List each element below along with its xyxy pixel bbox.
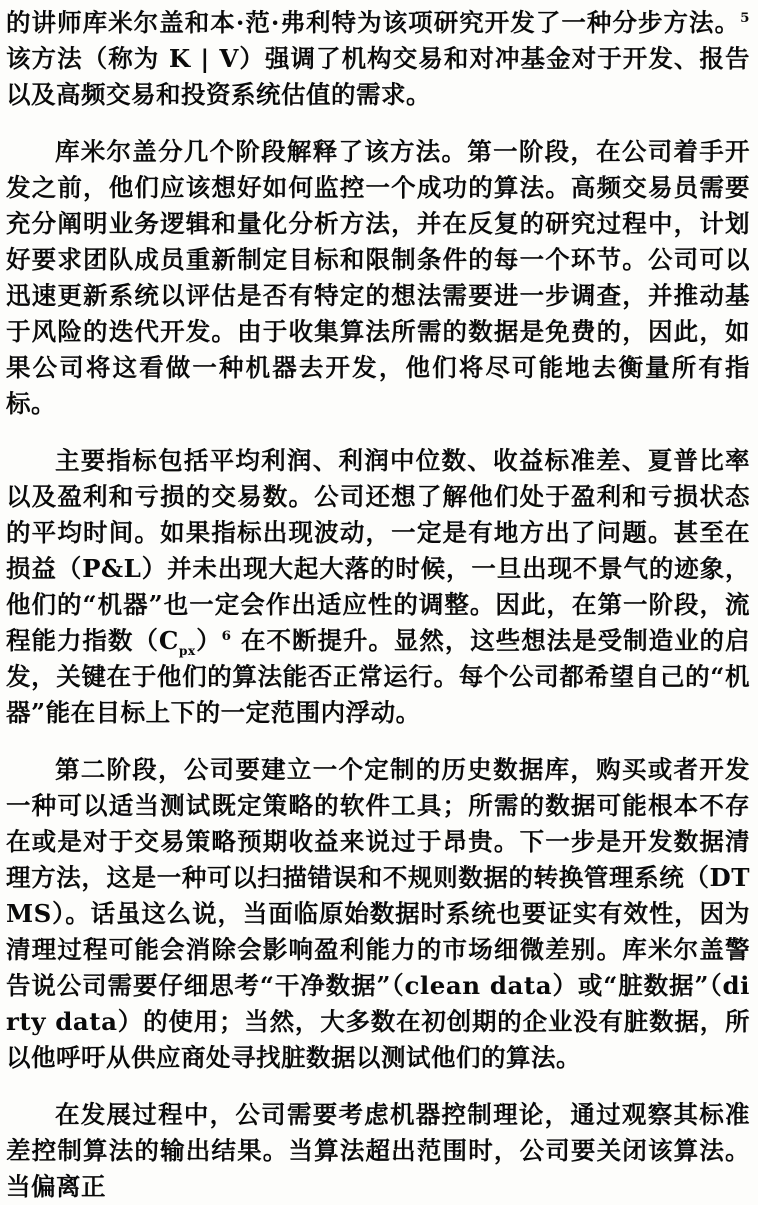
footnote-marker: 5 [740, 9, 750, 26]
paragraph-1 [6, 5, 750, 113]
text-run: 在不断提升。显然，这些想法是受制造业的启发，关键在于他们的算法能否正常运行。每个公司都希望自己的“机器”能在目标上下的一定范围内浮动。 [6, 626, 751, 727]
footnote-marker: 6 [221, 627, 232, 644]
text-run: ） [195, 626, 222, 655]
text-run: 第二阶段，公司要建立一个定制的历史数据库，购买或者开发一种可以适当测试既定策略的软件工具；所需的数据可能根本不存在或是对于交易策略预期收益来说过于昂贵。下一步是开发数据清理方法，这是一种可以扫描错误和不规则数据的转换管理系统（DTMS）。话虽这么说，当面临原始数据时系统也要证实有效性，因为清理过程可能会消除会影响盈利能力的市场细微差别。库米尔盖警告说公司需要仔细思考“干净数据”（clean data）或“脏数据”（dirty data）的使用；当然，大多数在初创期的企业没有脏数据，所以他呼吁从供应商处寻找脏数据以测试他们的算法。 [6, 755, 750, 1072]
paragraph-5 [6, 1097, 750, 1205]
text-run: 的讲师库米尔盖和本·范·弗利特为该项研究开发了一种分步方法。 [6, 8, 741, 37]
paragraph-2 [6, 134, 750, 422]
text-run: 在发展过程中，公司需要考虑机器控制理论，通过观察其标准差控制算法的输出结果。当算法超出范围时，公司要关闭该算法。当偏离正 [6, 1100, 750, 1201]
paragraph-4 [6, 752, 750, 1076]
text-run: 主要指标包括平均利润、利润中位数、收益标准差、夏普比率以及盈利和亏损的交易数。公司还想了解他们处于盈利和亏损状态的平均时间。如果指标出现波动，一定是有地方出了问题。甚至在损益（P&L）并未出现大起大落的时候，一旦出现不景气的迹象，他们的“机器”也一定会作出适应性的调整。因此，在第一阶段，流程能力指数（C [6, 446, 750, 655]
paragraph-3 [6, 443, 750, 731]
subscript: px [178, 642, 196, 658]
text-run: 库米尔盖分几个阶段解释了该方法。第一阶段，在公司着手开发之前，他们应该想好如何监控一个成功的算法。高频交易员需要充分阐明业务逻辑和量化分析方法，并在反复的研究过程中，计划好要求团队成员重新制定目标和限制条件的每一个环节。公司可以迅速更新系统以评估是否有特定的想法需要进一步调查，并推动基于风险的迭代开发。由于收集算法所需的数据是免费的，因此，如果公司将这看做一种机器去开发，他们将尽可能地去衡量所有指标。 [6, 137, 750, 418]
text-run: 该方法（称为 K | V）强调了机构交易和对冲基金对于开发、报告以及高频交易和投资系统估值的需求。 [6, 44, 750, 109]
